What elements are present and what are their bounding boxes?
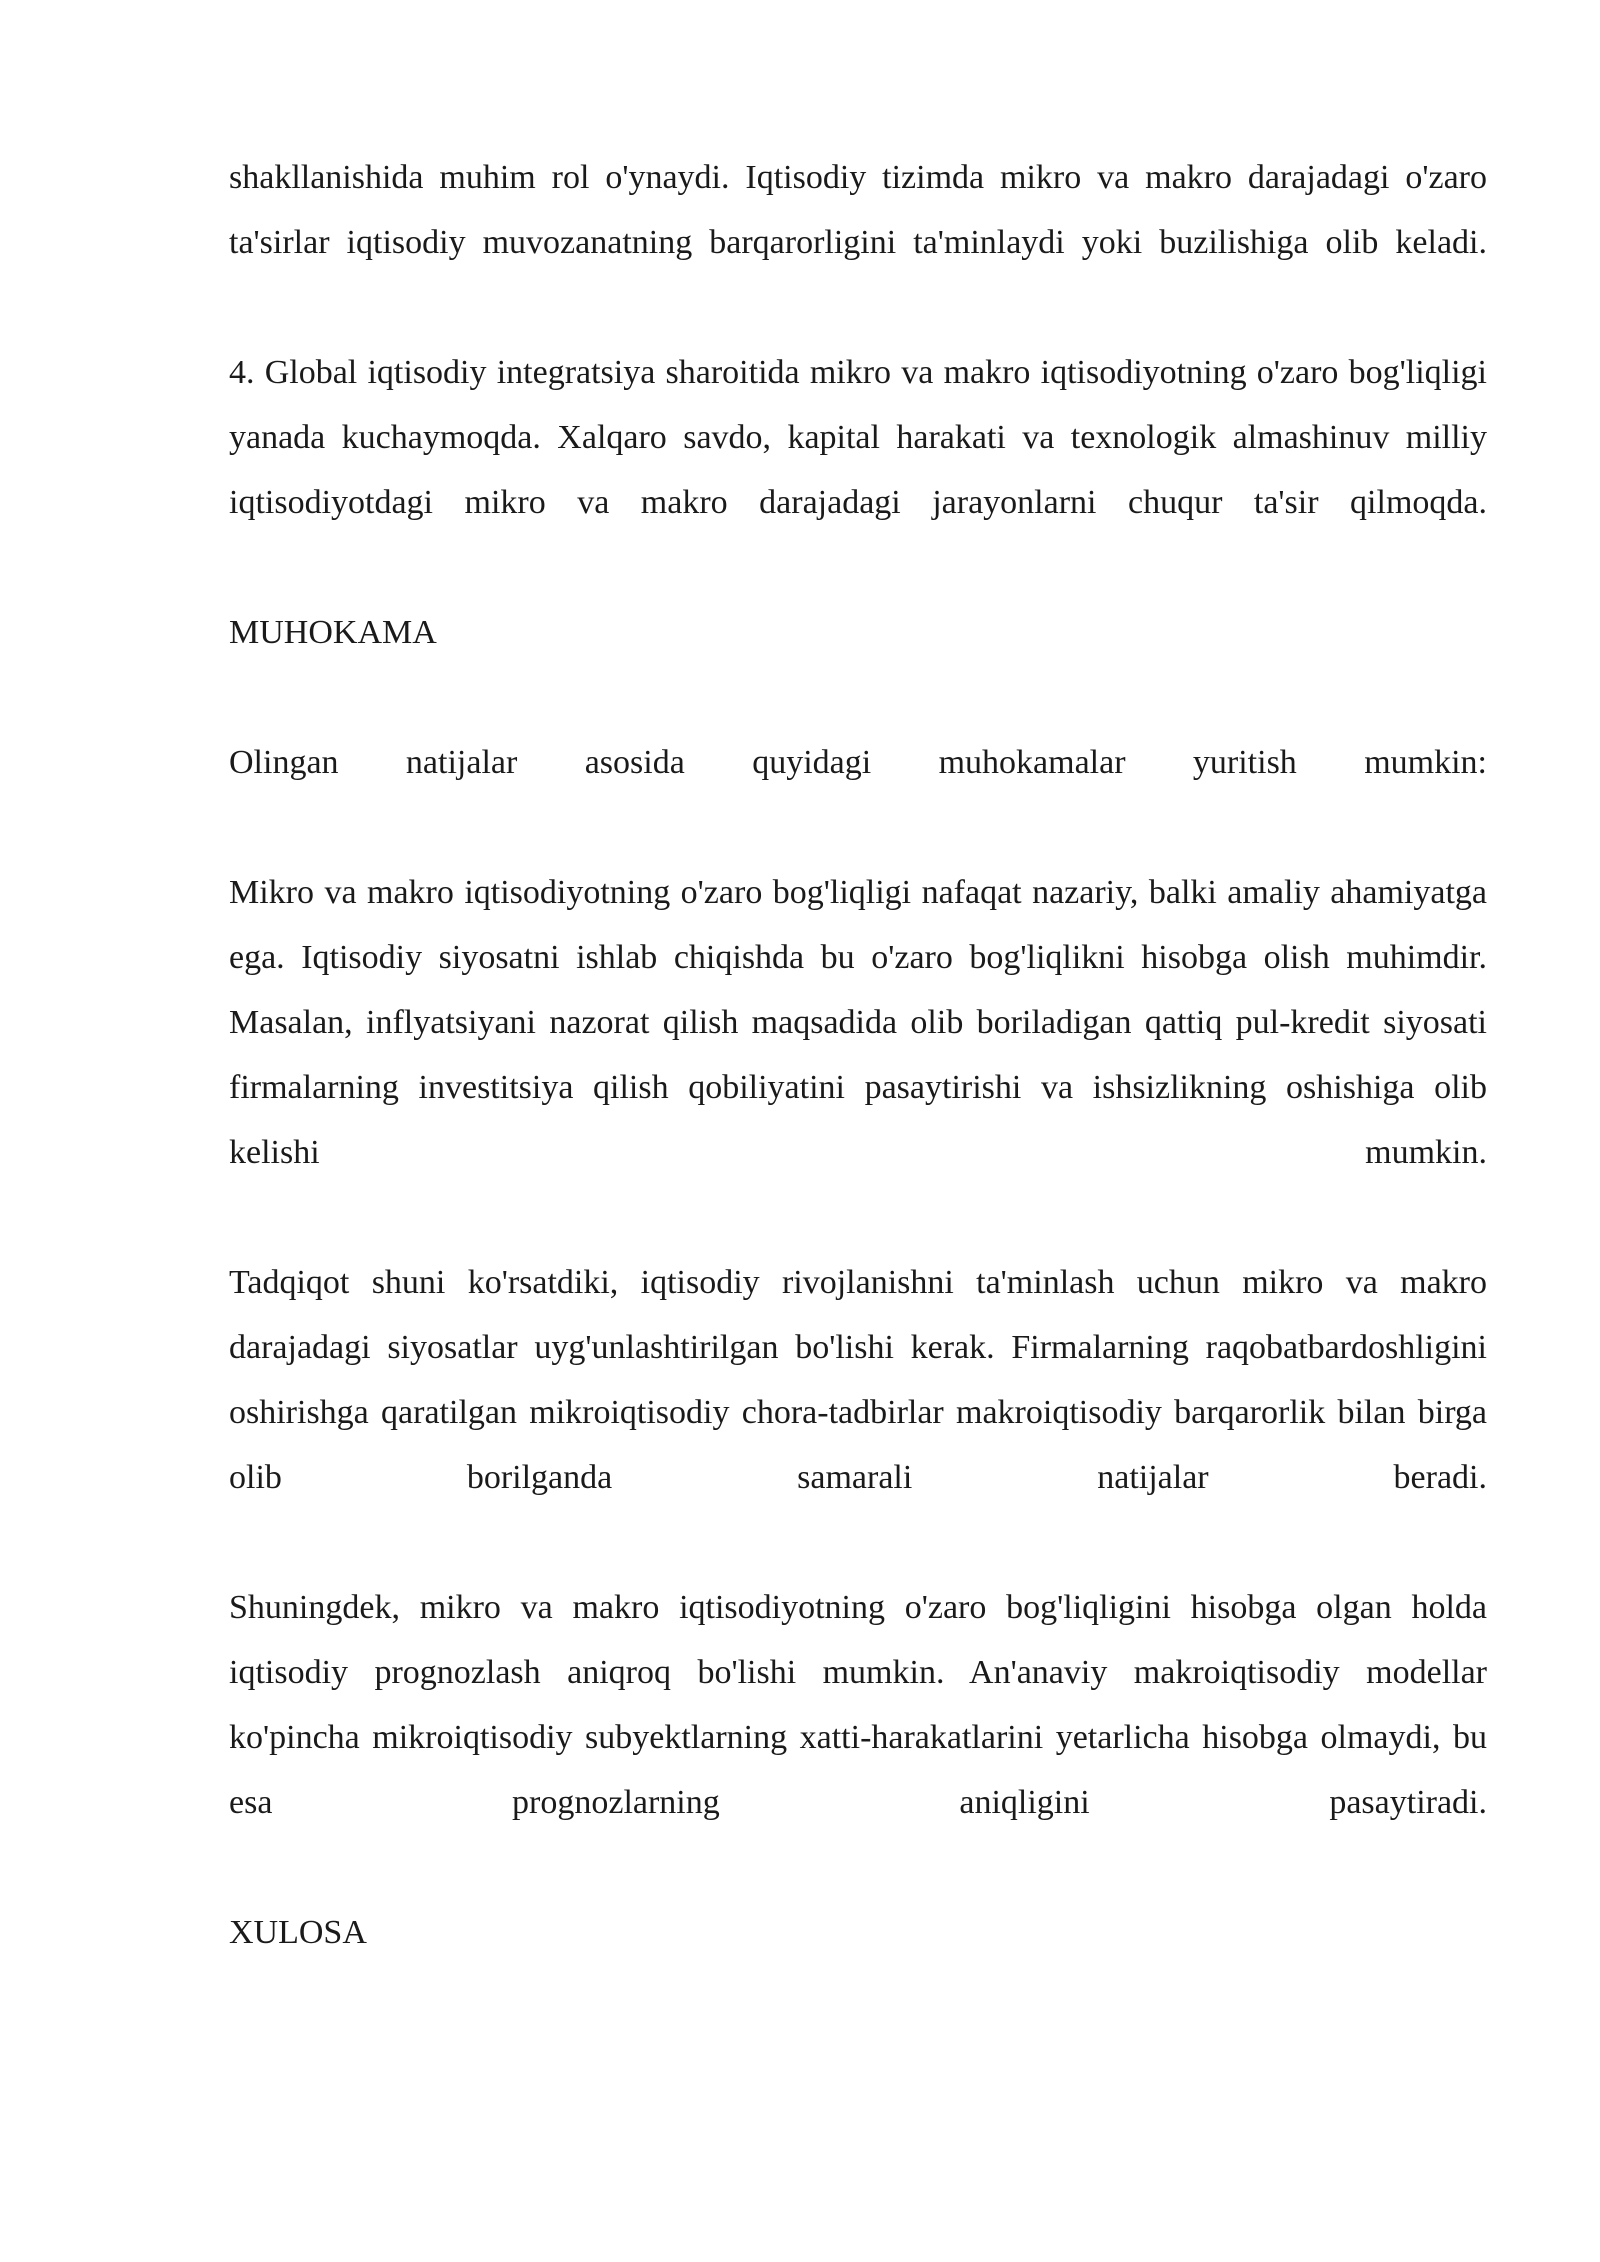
section-heading-conclusion: XULOSA: [229, 1914, 367, 1951]
paragraph-practical-importance: Mikro va makro iqtisodiyotning o'zaro bog'liqligi nafaqat nazariy, balki amaliy ahamiyatga ega. Iqtisodiy siyosatni ishlab chiqishda bu o'zaro bog'liqlikni hisobga olish muhimdir. Masalan, inflyatsiyani nazorat qilish maqsadida olib boriladigan qattiq pul-kredit siyosati firmalarning investitsiya qilish qobiliyatini pasaytirishi va ishsizlikning oshishiga olib kelishi mumkin.: [229, 874, 1487, 1171]
document-body: [229, 145, 1487, 2030]
paragraph-policy-harmonization: Tadqiqot shuni ko'rsatdiki, iqtisodiy rivojlanishni ta'minlash uchun mikro va makro darajadagi siyosatlar uyg'unlashtirilgan bo'lishi kerak. Firmalarning raqobatbardoshligini oshirishga qaratilgan mikroiqtisodiy chora-tadbirlar makroiqtisodiy barqarorlik bilan birga olib borilganda samarali natijalar beradi.: [229, 1264, 1487, 1496]
paragraph-global-integration: 4. Global iqtisodiy integratsiya sharoitida mikro va makro iqtisodiyotning o'zaro bog'liqligi yanada kuchaymoqda. Xalqaro savdo, kapital harakati va texnologik almashinuv milliy iqtisodiyotdagi mikro va makro darajadagi jarayonlarni chuqur ta'sir qilmoqda.: [229, 354, 1487, 521]
paragraph-forecasting: Shuningdek, mikro va makro iqtisodiyotning o'zaro bog'liqligini hisobga olgan holda iqtisodiy prognozlash aniqroq bo'lishi mumkin. An'anaviy makroiqtisodiy modellar ko'pincha mikroiqtisodiy subyektlarning xatti-harakatlarini yetarlicha hisobga olmaydi, bu esa prognozlarning aniqligini pasaytiradi.: [229, 1589, 1487, 1821]
paragraph-discussion-intro: Olingan natijalar asosida quyidagi muhokamalar yuritish mumkin:: [229, 744, 1487, 781]
paragraph-results-continued: shakllanishida muhim rol o'ynaydi. Iqtisodiy tizimda mikro va makro darajadagi o'zaro ta'sirlar iqtisodiy muvozanatning barqarorligini ta'minlaydi yoki buzilishiga olib keladi.: [229, 159, 1487, 261]
section-heading-discussion: MUHOKAMA: [229, 614, 437, 651]
